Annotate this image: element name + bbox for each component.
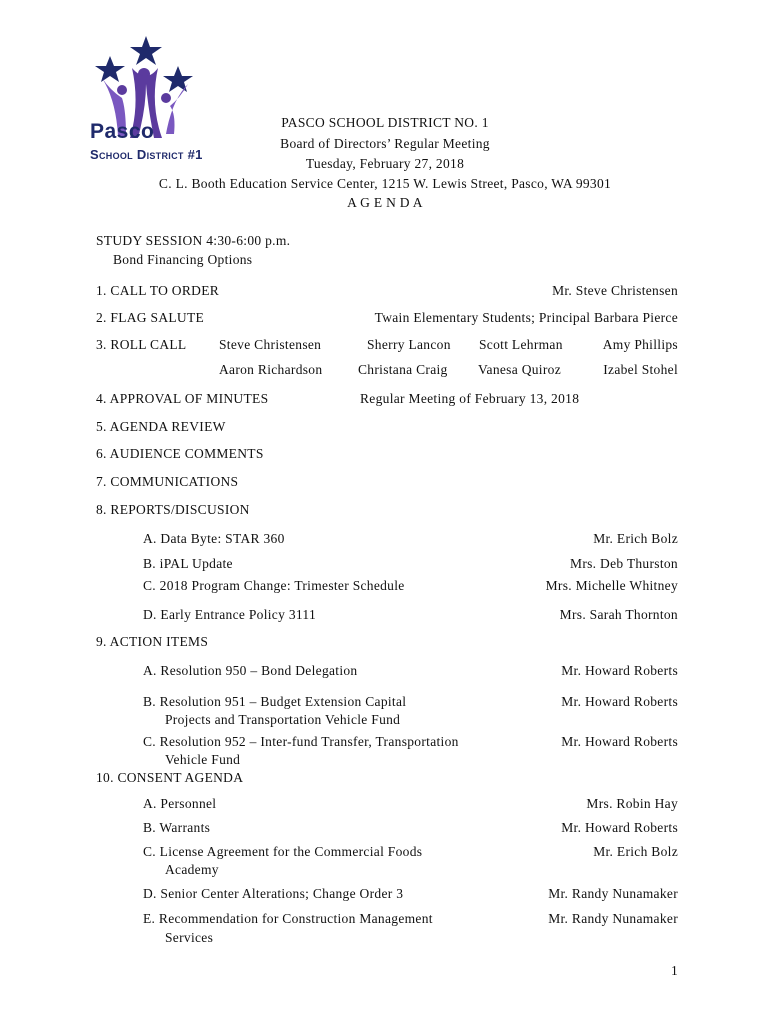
logo-text-pasco: Pasco — [90, 120, 155, 143]
report-item-presenter: Mr. Erich Bolz — [593, 531, 678, 546]
action-item-continued: Vehicle Fund — [165, 752, 241, 767]
item-approval-minutes: 4. APPROVAL OF MINUTES — [96, 391, 269, 406]
consent-item-continued: Academy — [165, 862, 219, 877]
action-item: B. Resolution 951 – Budget Extension Capital — [143, 694, 407, 709]
report-item: A. Data Byte: STAR 360 — [143, 531, 285, 546]
meeting-location: C. L. Booth Education Service Center, 1215 W. Lewis Street, Pasco, WA 99301 — [158, 176, 612, 191]
consent-item-presenter: Mr. Randy Nunamaker — [548, 911, 678, 926]
meeting-title: Board of Directors’ Regular Meeting — [280, 136, 490, 151]
roll-call-name: Amy Phillips — [602, 337, 678, 352]
item-call-to-order: 1. CALL TO ORDER — [96, 283, 220, 298]
roll-call-name: Sherry Lancon — [367, 337, 451, 352]
action-item-presenter: Mr. Howard Roberts — [561, 663, 678, 678]
consent-item-presenter: Mr. Erich Bolz — [593, 844, 678, 859]
report-item: B. iPAL Update — [143, 556, 233, 571]
roll-call-name: Christana Craig — [358, 362, 448, 377]
roll-call-name: Izabel Stohel — [603, 362, 678, 377]
action-item-continued: Projects and Transportation Vehicle Fund — [165, 712, 401, 727]
item-consent-agenda: 10. CONSENT AGENDA — [96, 770, 244, 785]
consent-item: B. Warrants — [143, 820, 211, 835]
consent-item-continued: Services — [165, 930, 214, 945]
consent-item: C. License Agreement for the Commercial Foods — [143, 844, 423, 859]
item-roll-call: 3. ROLL CALL — [96, 337, 187, 352]
page-number: 1 — [670, 963, 678, 978]
study-session-topic: Bond Financing Options — [113, 252, 253, 267]
consent-item: E. Recommendation for Construction Management — [143, 911, 433, 926]
roll-call-name: Steve Christensen — [219, 337, 322, 352]
item-approval-minutes-detail: Regular Meeting of February 13, 2018 — [360, 391, 580, 406]
item-agenda-review: 5. AGENDA REVIEW — [96, 419, 226, 434]
report-item-presenter: Mrs. Sarah Thornton — [559, 607, 678, 622]
meeting-date: Tuesday, February 27, 2018 — [305, 156, 465, 171]
item-audience-comments: 6. AUDIENCE COMMENTS — [96, 446, 264, 461]
logo-text-district: School District #1 — [90, 147, 203, 162]
item-action-items: 9. ACTION ITEMS — [96, 634, 209, 649]
agenda-title: A G E N D A — [347, 195, 423, 210]
report-item: D. Early Entrance Policy 3111 — [143, 607, 317, 622]
report-item-presenter: Mrs. Deb Thurston — [570, 556, 678, 571]
roll-call-name: Vanesa Quiroz — [478, 362, 561, 377]
district-name: PASCO SCHOOL DISTRICT NO. 1 — [281, 115, 489, 130]
action-item-presenter: Mr. Howard Roberts — [561, 694, 678, 709]
action-item: C. Resolution 952 – Inter-fund Transfer, Transportation — [143, 734, 459, 749]
item-call-to-order-presenter: Mr. Steve Christensen — [552, 283, 678, 298]
consent-item: D. Senior Center Alterations; Change Order 3 — [143, 886, 404, 901]
item-reports: 8. REPORTS/DISCUSION — [96, 502, 250, 517]
report-item-presenter: Mrs. Michelle Whitney — [545, 578, 678, 593]
consent-item-presenter: Mr. Randy Nunamaker — [548, 886, 678, 901]
consent-item-presenter: Mr. Howard Roberts — [561, 820, 678, 835]
item-communications: 7. COMMUNICATIONS — [96, 474, 239, 489]
roll-call-name: Aaron Richardson — [219, 362, 323, 377]
action-item: A. Resolution 950 – Bond Delegation — [143, 663, 358, 678]
action-item-presenter: Mr. Howard Roberts — [561, 734, 678, 749]
roll-call-name: Scott Lehrman — [479, 337, 563, 352]
consent-item: A. Personnel — [143, 796, 217, 811]
report-item: C. 2018 Program Change: Trimester Schedule — [143, 578, 405, 593]
item-flag-salute-presenter: Twain Elementary Students; Principal Barbara Pierce — [374, 310, 678, 325]
study-session-title: STUDY SESSION 4:30-6:00 p.m. — [96, 233, 291, 248]
consent-item-presenter: Mrs. Robin Hay — [586, 796, 678, 811]
item-flag-salute: 2. FLAG SALUTE — [96, 310, 205, 325]
